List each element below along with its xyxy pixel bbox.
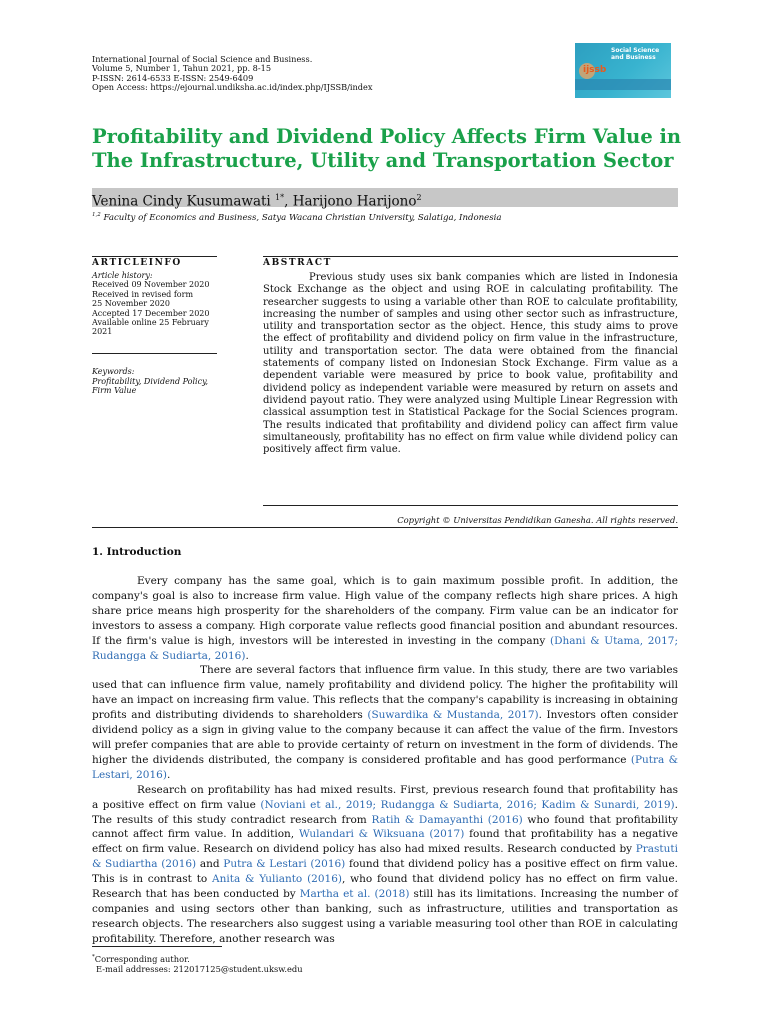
text-run: . xyxy=(245,649,249,662)
abstract-body xyxy=(263,272,678,456)
citation-link[interactable]: (Putra & Lestari, 2016) xyxy=(92,753,679,781)
paragraph xyxy=(92,663,678,782)
paper-title: Profitability and Dividend Policy Affects Firm Value in The Infrastructure, Utility and Transportation Sector xyxy=(92,125,682,172)
author-bar xyxy=(92,188,678,210)
cover-band xyxy=(575,79,671,90)
author-2-sup: 2 xyxy=(416,193,422,202)
text-run: Every company has the same goal, which is to gain maximum possible profit. In addition, the company's goal is also to increase firm value. High value of the company reflects high share prices. A high share price means high prosperity for the shareholders of the company. Firm value can be an indicator for investors to assess a company. High corporate value reflects good financial position and abundant resources. If the firm's value is high, investors will be interested in investing in the company xyxy=(92,575,678,647)
introduction-body xyxy=(92,574,678,947)
text-run: Research on profitability has had mixed results. First, previous research found that profitability has a positive effect on firm value xyxy=(92,783,678,811)
journal-name: International Journal of Social Science and Business. xyxy=(92,54,313,64)
citation-link[interactable]: (Noviani et al., 2019; Rudangga & Sudiarta, 2016; Kadim & Sunardi, 2019) xyxy=(260,798,675,811)
divider xyxy=(92,527,678,528)
citation-link[interactable]: Putra & Lestari (2016) xyxy=(223,858,346,871)
author-1-sup: 1* xyxy=(275,193,285,202)
history-line: Available online 25 February xyxy=(92,318,209,328)
article-history xyxy=(92,271,222,337)
text-run: . The results of this study contradict research from xyxy=(92,798,678,826)
citation-link[interactable]: Martha et al. (2018) xyxy=(299,888,410,901)
history-line: Accepted 17 December 2020 xyxy=(92,308,210,318)
footnote-sup: * xyxy=(92,954,95,960)
text-run: . Investors often consider dividend policy as a sign in giving value to the company because it can affect the value of the firm. Investors will prefer companies that are able to provide certainty of return on investment in the form of dividends. The higher the dividends distributed, the company is considered profitable and has good performance xyxy=(92,709,678,766)
text-run: and xyxy=(196,858,224,871)
citation-link[interactable]: Anita & Yulianto (2016) xyxy=(212,873,342,886)
abstract-heading: ABSTRACT xyxy=(263,258,332,268)
divider xyxy=(92,353,217,354)
affiliation-sup: 1,2 xyxy=(92,212,101,218)
history-line: 2021 xyxy=(92,327,113,337)
copyright: Copyright © Universitas Pendidikan Ganesha. All rights reserved. xyxy=(397,515,678,525)
citation-link[interactable]: Wulandari & Wiksuana (2017) xyxy=(298,828,465,841)
text-run: , who found that dividend policy has no effect on firm value. Research that has been conducted by xyxy=(92,873,678,901)
citation-link[interactable]: Prastuti & Sudiartha (2016) xyxy=(92,843,678,871)
journal-url[interactable]: Open Access: https://ejournal.undiksha.ac.id/index.php/IJSSB/index xyxy=(92,82,373,93)
section-heading: 1. Introduction xyxy=(92,546,182,558)
keywords xyxy=(92,367,222,396)
article-info-heading: ARTICLEINFO xyxy=(92,258,182,268)
footnote-divider xyxy=(92,946,222,947)
corresponding-label: Corresponding author. xyxy=(94,953,190,964)
text-run: still has its limitations. Increasing the number of companies and using sectors other than banking, such as infrastructure, utilities and transportation as research objects. The researchers also suggest using a variable measuring tool other than ROE in calculating profitability. Therefore, another research was xyxy=(92,888,679,945)
journal-meta xyxy=(92,55,373,93)
history-label: Article history: xyxy=(92,271,153,280)
citation-link[interactable]: (Dhani & Utama, 2017; Rudangga & Sudiarta, 2016) xyxy=(92,634,678,662)
keywords-line: Profitability, Dividend Policy, xyxy=(92,376,209,386)
citation-link[interactable]: (Suwardika & Mustanda, 2017) xyxy=(367,709,539,722)
history-line: 25 November 2020 xyxy=(92,299,170,309)
divider xyxy=(263,505,678,506)
text-run: who found that profitability cannot affect firm value. In addition, xyxy=(92,813,678,841)
text-run: found that profitability has a negative effect on firm value. Research on dividend policy has also had mixed results. Research conducted by xyxy=(92,828,678,856)
footnote xyxy=(92,952,303,975)
divider xyxy=(92,256,217,257)
keywords-label: Keywords: xyxy=(92,367,135,376)
text-run: There are several factors that influence firm value. In this study, there are two variables used that can influence firm value, namely profitability and dividend policy. The higher the profitability will have an impact on increasing firm value. This reflects that the company's capability is increasing in obtaining profits and distributing dividends to shareholders xyxy=(92,664,678,722)
email-line: E-mail addresses: 212017125@student.uksw.edu xyxy=(96,964,303,975)
cover-logo: ijssb xyxy=(583,65,607,75)
abstract-paragraph: Previous study uses six bank companies which are listed in Indonesia Stock Exchange as the object and using ROE in calculating profitability. The researcher suggests to using a variable other than ROE to calculate profitability, increasing the number of samples and using other sector such as infrastructure, utility and transportation sector as the object. Hence, this study aims to prove the effect of profitability and dividend policy on firm value in the infrastructure, utility and transportation sector. The data were obtained from the financial statements of company listed on Indonesian Stock Exchange. Firm value as a dependent variable were measured by price to book value, profitability and dividend policy as independent variable were measured by return on assets and dividend payout ratio. They were analyzed using Multiple Linear Regression with classical assumption test in Statistical Package for the Social Sciences program. The results indicated that profitability and dividend policy can affect firm value simultaneously, profitability has no effect on firm value while dividend policy can positively affect firm value. xyxy=(263,272,678,456)
text-run: found that dividend policy has a positive effect on firm value. This is in contrast to xyxy=(92,858,678,886)
history-line: Received in revised form xyxy=(92,289,194,299)
cover-title: Social Science and Business xyxy=(611,47,660,61)
paragraph xyxy=(92,783,678,947)
author-1: Venina Cindy Kusumawati xyxy=(92,193,276,210)
journal-volume: Volume 5, Number 1, Tahun 2021, pp. 8-15 xyxy=(92,63,272,74)
history-line: Received 09 November 2020 xyxy=(92,280,210,290)
journal-issn: P-ISSN: 2614-6533 E-ISSN: 2549-6409 xyxy=(92,72,254,83)
corresponding-author xyxy=(92,952,303,964)
keywords-line: Firm Value xyxy=(92,386,137,396)
author-2: , Harijono Harijono xyxy=(284,193,417,210)
affiliation-text: Faculty of Economics and Business, Satya Wacana Christian University, Salatiga, Indonesia xyxy=(100,212,502,223)
citation-link[interactable]: Ratih & Damayanthi (2016) xyxy=(371,813,523,826)
paragraph xyxy=(92,574,678,663)
affiliation xyxy=(92,212,502,223)
text-run: . xyxy=(166,768,171,781)
author-line xyxy=(92,189,422,211)
divider xyxy=(263,256,678,257)
journal-cover-image xyxy=(575,43,671,98)
